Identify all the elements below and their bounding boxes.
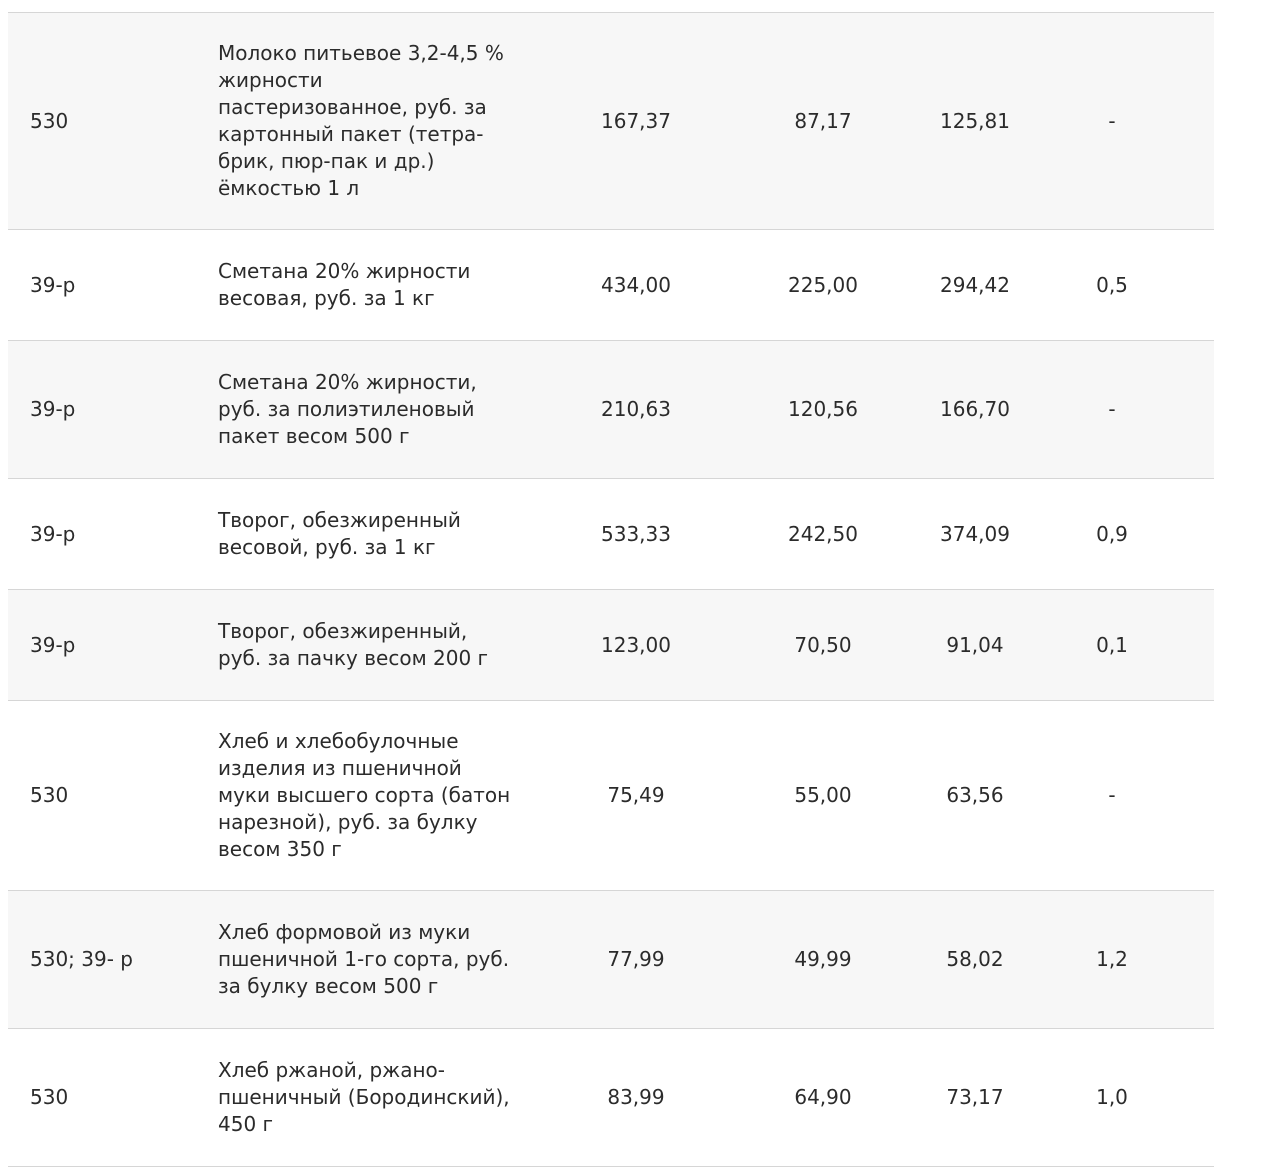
row-product-name: Хлеб формовой из муки пшеничной 1-го сорта, руб. за булку весом 500 г xyxy=(218,920,510,998)
table-row xyxy=(8,1029,1214,1167)
row-value-4: - xyxy=(1108,108,1116,133)
row-value-4: 0,1 xyxy=(1096,632,1128,657)
row-value-1: 533,33 xyxy=(601,521,671,546)
table-row xyxy=(8,479,1214,590)
row-value-1: 83,99 xyxy=(607,1085,665,1109)
table-row xyxy=(8,13,1214,230)
row-value-4: - xyxy=(1108,783,1116,807)
row-code: 39-р xyxy=(30,521,76,546)
row-value-2: 64,90 xyxy=(794,1085,852,1109)
row-product-name: Хлеб ржаной, ржано-пшеничный (Бородинский), 450 г xyxy=(218,1058,510,1136)
row-value-2: 70,50 xyxy=(794,632,852,657)
row-code: 530 xyxy=(30,1085,69,1109)
row-value-4: - xyxy=(1108,397,1116,421)
row-code: 530 xyxy=(30,108,69,133)
table-row xyxy=(8,341,1214,479)
row-value-1: 123,00 xyxy=(601,632,671,657)
row-value-3: 63,56 xyxy=(946,783,1004,807)
table-row xyxy=(8,891,1214,1029)
row-code: 39-р xyxy=(30,272,76,297)
row-value-1: 434,00 xyxy=(601,272,671,297)
row-value-2: 225,00 xyxy=(788,272,858,297)
row-product-name: Творог, обезжиренный весовой, руб. за 1 кг xyxy=(218,508,461,559)
row-value-1: 77,99 xyxy=(607,947,665,971)
row-value-1: 210,63 xyxy=(601,397,671,421)
row-value-4: 0,5 xyxy=(1096,272,1128,297)
row-product-name: Хлеб и хлебобулочные изделия из пшеничной муки высшего сорта (батон нарезной), руб. за булку весом 350 г xyxy=(218,729,511,861)
row-value-4: 0,9 xyxy=(1096,521,1128,546)
row-value-2: 55,00 xyxy=(794,783,852,807)
row-value-2: 242,50 xyxy=(788,521,858,546)
row-value-4: 1,2 xyxy=(1096,947,1128,971)
price-table xyxy=(8,12,1214,1167)
row-code: 530; 39- р xyxy=(30,947,133,971)
row-product-name: Молоко питьевое 3,2-4,5 % жирности пастеризованное, руб. за картонный пакет (тетра-брик, пюр-пак и др.) ёмкостью 1 л xyxy=(218,41,504,200)
row-value-3: 58,02 xyxy=(946,947,1004,971)
row-value-1: 167,37 xyxy=(601,108,671,133)
row-value-3: 91,04 xyxy=(946,632,1004,657)
row-value-3: 125,81 xyxy=(940,108,1010,133)
row-product-name: Сметана 20% жирности весовая, руб. за 1 кг xyxy=(218,259,471,310)
table-row xyxy=(8,590,1214,701)
row-value-3: 166,70 xyxy=(940,397,1010,421)
row-product-name: Сметана 20% жирности, руб. за полиэтиленовый пакет весом 500 г xyxy=(218,370,477,448)
row-value-3: 73,17 xyxy=(946,1085,1004,1109)
row-value-3: 294,42 xyxy=(940,272,1010,297)
row-product-name: Творог, обезжиренный, руб. за пачку весом 200 г xyxy=(218,619,489,670)
table-row xyxy=(8,701,1214,891)
row-value-2: 87,17 xyxy=(794,108,852,133)
row-value-2: 120,56 xyxy=(788,397,858,421)
row-code: 39-р xyxy=(30,632,76,657)
row-code: 39-р xyxy=(30,397,76,421)
row-value-4: 1,0 xyxy=(1096,1085,1128,1109)
row-value-2: 49,99 xyxy=(794,947,852,971)
row-value-3: 374,09 xyxy=(940,521,1010,546)
table-row xyxy=(8,230,1214,341)
row-code: 530 xyxy=(30,783,69,807)
row-value-1: 75,49 xyxy=(607,783,665,807)
